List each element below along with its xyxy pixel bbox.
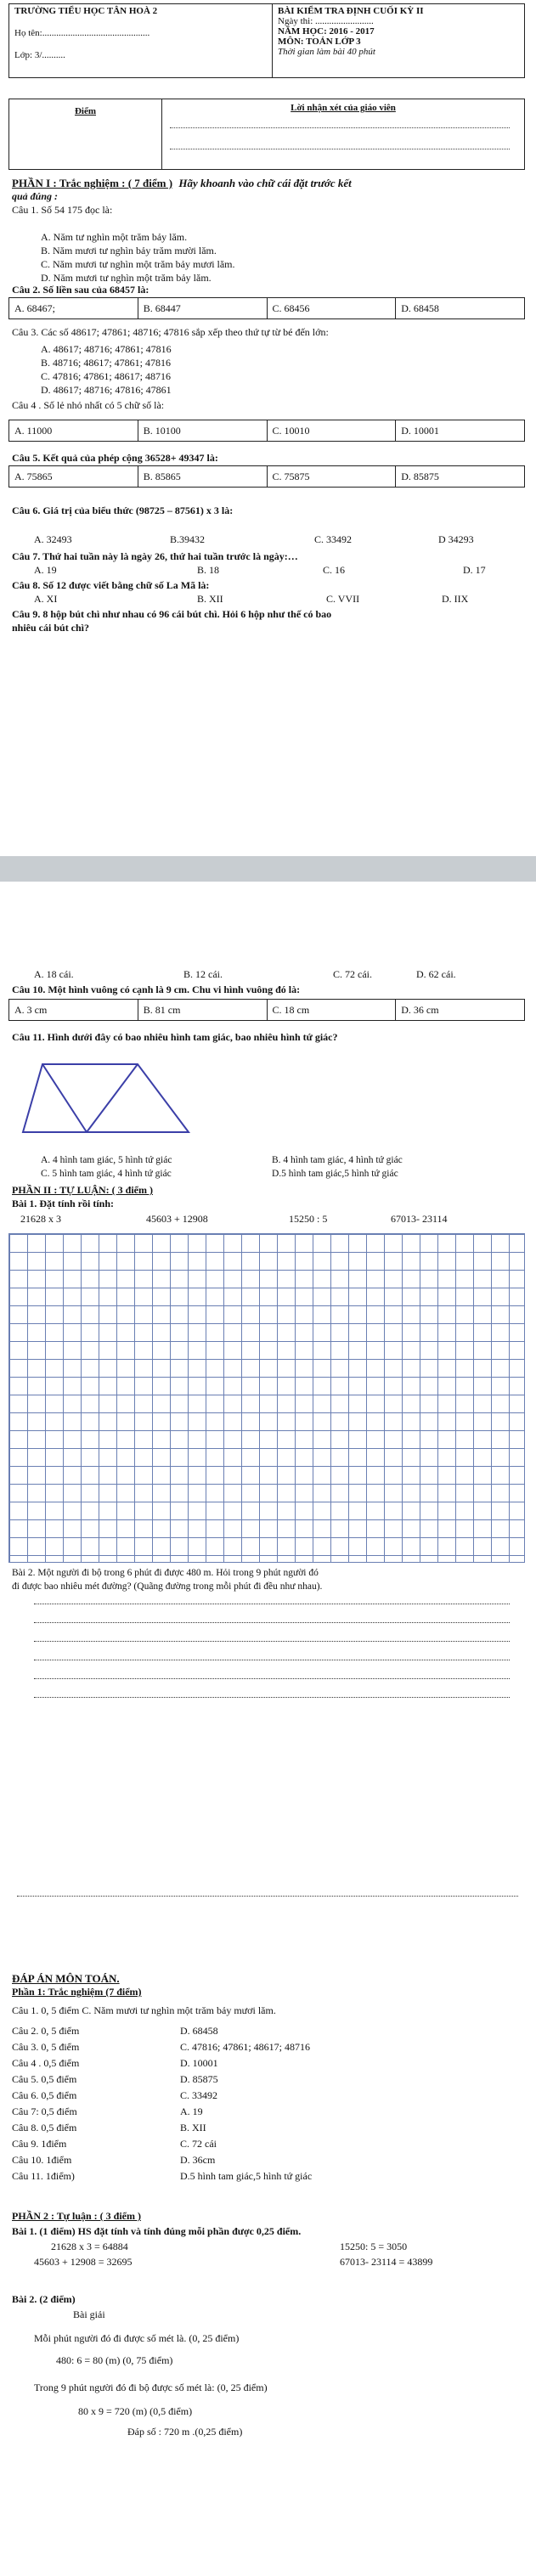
solution-line-4: 80 x 9 = 720 (m) (0,5 điểm) [78, 2405, 193, 2417]
answer-row-value: C. 72 cái [180, 2138, 217, 2150]
time-limit: Thời gian làm bài 40 phút [278, 47, 375, 57]
answer-row-label: Câu 4 . 0,5 điểm [12, 2057, 80, 2069]
student-info [9, 4, 273, 77]
q10-option-d[interactable]: D. 36 cm [401, 1004, 439, 1016]
exam-title: BÀI KIỂM TRA ĐỊNH CUỐI KỲ II [278, 6, 424, 16]
q10-option-b[interactable]: B. 81 cm [138, 1000, 268, 1020]
q3-option-d[interactable]: D. 48617; 48716; 47816; 47861 [41, 384, 172, 396]
answer-row-value: D.5 hình tam giác,5 hình tứ giác [180, 2170, 313, 2182]
q8-option-c[interactable]: C. VVII [326, 593, 360, 605]
part2-title: PHẦN II : TỰ LUẬN: ( 3 điểm ) [12, 1184, 153, 1196]
q9-option-a[interactable]: A. 18 cái. [34, 968, 74, 980]
q9-option-c[interactable]: C. 72 cái. [333, 968, 372, 980]
question-5: Câu 5. Kết quả của phép cộng 36528+ 49347 là: [12, 452, 218, 464]
comment-line [170, 127, 510, 128]
answer-row-value: D. 36cm [180, 2154, 216, 2166]
q10-options [8, 999, 525, 1021]
answer-line[interactable] [34, 1678, 510, 1679]
answer-line[interactable] [17, 1896, 518, 1897]
solution-line-3: Trong 9 phút người đó đi bộ được số mét là: (0, 25 điểm) [34, 2382, 268, 2393]
q4-option-b[interactable]: B. 10100 [138, 420, 268, 441]
part2-exercise-1: Bài 1. Đặt tính rồi tính: [12, 1198, 115, 1209]
class-field[interactable]: Lớp: 3/.......... [14, 50, 65, 60]
question-8: Câu 8. Số 12 được viết bằng chữ số La Mã là: [12, 579, 210, 591]
q11-option-a[interactable]: A. 4 hình tam giác, 5 hình tứ giác [41, 1155, 172, 1165]
q3-option-a[interactable]: A. 48617; 48716; 47861; 47816 [41, 343, 172, 355]
q7-option-d[interactable]: D. 17 [463, 564, 486, 576]
work-grid[interactable] [8, 1233, 525, 1563]
q2-option-d[interactable]: D. 68458 [401, 302, 439, 314]
q7-option-c[interactable]: C. 16 [323, 564, 346, 576]
calc-4: 67013- 23114 [391, 1213, 448, 1225]
question-7: Câu 7. Thứ hai tuần này là ngày 26, thứ hai tuần trước là ngày:… [12, 550, 298, 562]
question-9-cont: nhiêu cái bút chì? [12, 622, 90, 634]
q7-option-b[interactable]: B. 18 [197, 564, 220, 576]
part2-exercise-2-cont: đi được bao nhiêu mét đường? (Quãng đường trong mỗi phút đi đều như nhau). [12, 1581, 323, 1592]
answer-exercise-1: Bài 1. (1 điểm) HS đặt tính và tính đúng mỗi phần được 0,25 điểm. [12, 2225, 302, 2237]
q5-option-b[interactable]: B. 85865 [138, 466, 268, 487]
answer-line[interactable] [34, 1697, 510, 1698]
q6-option-c[interactable]: C. 33492 [314, 533, 353, 545]
q4-option-d[interactable]: D. 10001 [401, 425, 439, 437]
q11-option-c[interactable]: C. 5 hình tam giác, 4 hình tứ giác [41, 1169, 172, 1179]
question-4: Câu 4 . Số lẻ nhỏ nhất có 5 chữ số là: [12, 399, 165, 411]
answer-row-label: Câu 9. 1điểm [12, 2138, 67, 2150]
part1-instruction: quả đúng : [12, 190, 59, 202]
q1-option-a[interactable]: A. Năm tư nghìn một trăm bảy lăm. [41, 231, 188, 243]
q9-option-d[interactable]: D. 62 cái. [416, 968, 456, 980]
q4-options [8, 420, 525, 442]
q8-option-d[interactable]: D. IIX [442, 593, 469, 605]
q2-option-a[interactable]: A. 68467; [9, 298, 138, 318]
answer-part1-title: Phần 1: Trắc nghiệm (7 điểm) [12, 1986, 142, 1998]
answer-row-label: Câu 7: 0,5 điểm [12, 2105, 77, 2117]
answer-part2-title: PHẦN 2 : Tự luận : ( 3 điểm ) [12, 2210, 141, 2222]
shape-figure [19, 1060, 197, 1136]
q5-option-c[interactable]: C. 75875 [268, 466, 397, 487]
question-6: Câu 6. Giá trị của biểu thức (98725 – 87561) x 3 là: [12, 504, 234, 516]
q1-option-d[interactable]: D. Năm mươi tư nghìn một trăm bảy lăm. [41, 272, 212, 284]
q11-option-d[interactable]: D.5 hình tam giác,5 hình tứ giác [272, 1169, 398, 1179]
part2-exercise-2: Bài 2. Một người đi bộ trong 6 phút đi được 480 m. Hỏi trong 9 phút người đó [12, 1568, 319, 1578]
solution-line-2: 480: 6 = 80 (m) (0, 75 điểm) [56, 2354, 173, 2366]
exam-date: Ngày thi: ......................... [278, 16, 374, 26]
q8-option-b[interactable]: B. XII [197, 593, 223, 605]
answer-row-label: Câu 5. 0,5 điểm [12, 2073, 77, 2085]
name-field[interactable]: Họ tên:.............................................. [14, 28, 150, 38]
part1-title: PHẦN I : Trắc nghiệm : ( 7 điểm ) Hãy khoanh vào chữ cái đặt trước kết [12, 177, 352, 189]
question-9: Câu 9. 8 hộp bút chì như nhau có 96 cái bút chì. Hỏi 6 hộp như thế có bao [12, 608, 332, 620]
answer-row-value: D. 68458 [180, 2025, 218, 2037]
solution-title: Bài giải [73, 2308, 105, 2320]
answer-line[interactable] [34, 1641, 510, 1642]
q4-option-c[interactable]: C. 10010 [268, 420, 397, 441]
answer-row-value: C. 47816; 47861; 48617; 48716 [180, 2041, 311, 2053]
answer-calc-3: 15250: 5 = 3050 [340, 2241, 408, 2252]
exam-info [273, 4, 524, 77]
q8-option-a[interactable]: A. XI [34, 593, 58, 605]
q10-option-a[interactable]: A. 3 cm [9, 1000, 138, 1020]
q9-option-b[interactable]: B. 12 cái. [183, 968, 223, 980]
answer-row-label: Câu 10. 1điểm [12, 2154, 72, 2166]
page-break [0, 856, 536, 882]
answer-line[interactable] [34, 1622, 510, 1623]
calc-3: 15250 : 5 [289, 1213, 328, 1225]
question-2: Câu 2. Số liền sau của 68457 là: [12, 284, 150, 296]
score-label: Điểm [9, 99, 162, 169]
q6-option-b[interactable]: B.39432 [170, 533, 206, 545]
q5-option-a[interactable]: A. 75865 [9, 466, 138, 487]
question-3: Câu 3. Các số 48617; 47861; 48716; 47816 sắp xếp theo thứ tự từ bé đến lớn: [12, 326, 329, 338]
answer-exercise-2: Bài 2. (2 điểm) [12, 2293, 76, 2305]
question-10: Câu 10. Một hình vuông có cạnh là 9 cm. Chu vi hình vuông đó là: [12, 984, 301, 995]
answer-row-label: Câu 6. 0,5 điểm [12, 2089, 77, 2101]
answer-row-label: Câu 2. 0, 5 điểm [12, 2025, 80, 2037]
answer-row-value: A. 19 [180, 2105, 203, 2117]
school-year: NĂM HỌC: 2016 - 2017 [278, 26, 375, 37]
answer-row-value: B. XII [180, 2122, 206, 2134]
calc-2: 45603 + 12908 [146, 1213, 208, 1225]
calc-1: 21628 x 3 [20, 1213, 61, 1225]
q3-option-b[interactable]: B. 48716; 48617; 47861; 47816 [41, 357, 172, 369]
exam-header [8, 3, 525, 78]
q1-option-c[interactable]: C. Năm mươi tư nghìn một trăm bảy mươi lăm. [41, 258, 235, 270]
q2-option-b[interactable]: B. 68447 [138, 298, 268, 318]
q5-options [8, 465, 525, 488]
answer-calc-2: 45603 + 12908 = 32695 [34, 2256, 133, 2268]
solution-answer: Đáp số : 720 m .(0,25 điểm) [127, 2426, 243, 2438]
answer-row-label: Câu 11. 1điểm) [12, 2170, 75, 2182]
answer-row-value: D. 10001 [180, 2057, 218, 2069]
comment-label: Lời nhận xét của giáo viên [291, 103, 396, 113]
q1-option-b[interactable]: B. Năm mươi tư nghìn bảy trăm mười lăm. [41, 245, 217, 256]
question-1: Câu 1. Số 54 175 đọc là: [12, 204, 113, 216]
solution-line-1: Mỗi phút người đó đi được số mét là. (0, 25 điểm) [34, 2332, 240, 2344]
q5-option-d[interactable]: D. 85875 [401, 471, 439, 482]
q7-option-a[interactable]: A. 19 [34, 564, 57, 576]
q10-option-c[interactable]: C. 18 cm [268, 1000, 397, 1020]
q2-options [8, 297, 525, 319]
q11-option-b[interactable]: B. 4 hình tam giác, 4 hình tứ giác [272, 1155, 403, 1165]
answer-1: Câu 1. 0, 5 điểm C. Năm mươi tư nghìn một trăm bảy mươi lăm. [12, 2004, 276, 2016]
q2-option-c[interactable]: C. 68456 [268, 298, 397, 318]
answer-row-value: D. 85875 [180, 2073, 218, 2085]
score-box [8, 99, 525, 170]
answer-calc-4: 67013- 23114 = 43899 [340, 2256, 433, 2268]
answer-row-label: Câu 3. 0, 5 điểm [12, 2041, 80, 2053]
answer-row-label: Câu 8. 0,5 điểm [12, 2122, 77, 2134]
answer-key-title: ĐÁP ÁN MÔN TOÁN. [12, 1972, 120, 1985]
q6-option-a[interactable]: A. 32493 [34, 533, 72, 545]
school-name: TRƯỜNG TIỂU HỌC TÂN HOÀ 2 [14, 6, 158, 16]
q4-option-a[interactable]: A. 11000 [9, 420, 138, 441]
answer-calc-1: 21628 x 3 = 64884 [51, 2241, 128, 2252]
question-11: Câu 11. Hình dưới đây có bao nhiêu hình tam giác, bao nhiêu hình tứ giác? [12, 1031, 338, 1043]
subject: MÔN: TOÁN LỚP 3 [278, 37, 361, 47]
answer-row-value: C. 33492 [180, 2089, 218, 2101]
q3-option-c[interactable]: C. 47816; 47861; 48617; 48716 [41, 370, 172, 382]
q6-option-d[interactable]: D 34293 [438, 533, 474, 545]
